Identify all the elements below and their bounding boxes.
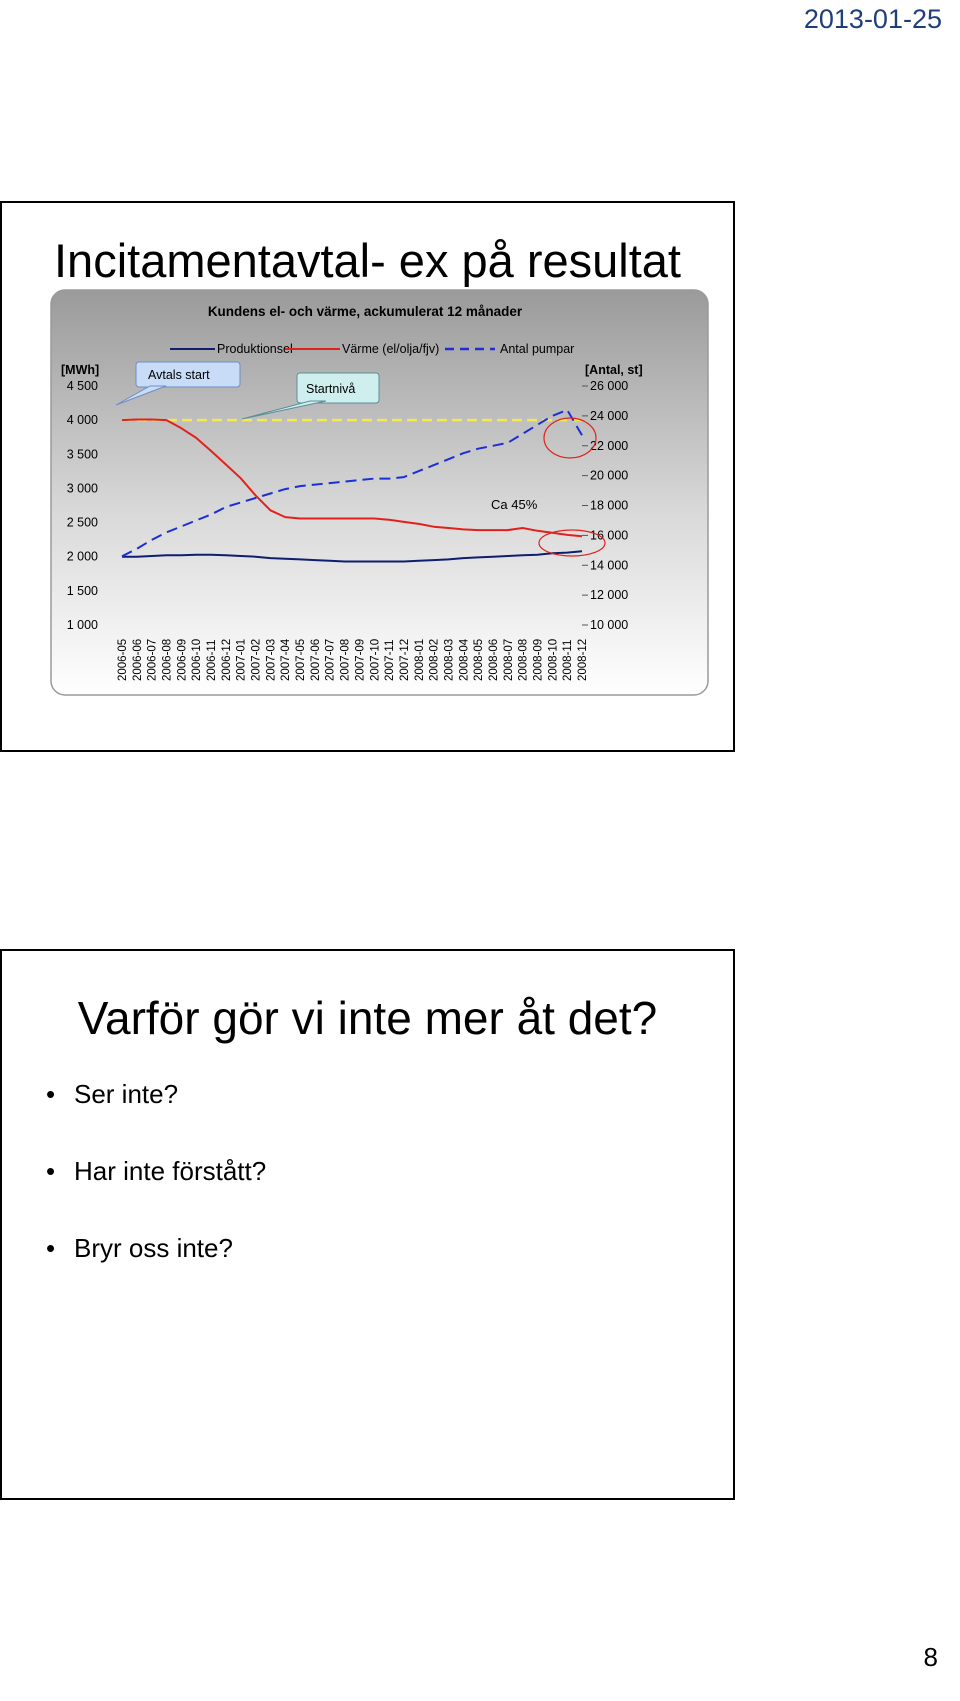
- y-tick-label: 1 500: [66, 583, 98, 598]
- y2-tick-label: 24 000: [590, 408, 629, 423]
- x-tick-label: 2008-06: [487, 638, 500, 681]
- slide-title: Incitamentavtal- ex på resultat: [54, 234, 681, 287]
- page-date: 2013-01-25: [803, 4, 942, 34]
- x-tick-label: 2006-09: [176, 638, 189, 681]
- x-tick-label: 2006-11: [206, 639, 219, 681]
- y2-tick-label: 20 000: [590, 468, 629, 483]
- slide-varfor: [0, 949, 735, 1500]
- annotation-avtals-start: Avtals start: [148, 368, 210, 382]
- x-tick-label: 2008-05: [473, 638, 486, 681]
- x-tick-label: 2008-03: [443, 638, 456, 681]
- x-tick-label: 2007-01: [235, 638, 248, 681]
- y2-tick-label: 16 000: [590, 528, 629, 543]
- x-tick-label: 2008-07: [502, 638, 515, 681]
- annotation-startniva: Startnivå: [306, 382, 356, 396]
- x-tick-label: 2007-12: [398, 638, 411, 681]
- x-tick-label: 2006-10: [191, 638, 204, 681]
- y-tick-label: 1 000: [66, 618, 98, 632]
- x-tick-label: 2007-06: [309, 638, 322, 681]
- y-tick-label: 3 500: [66, 447, 98, 462]
- y2-tick-label: 12 000: [590, 588, 629, 603]
- x-tick-label: 2006-12: [220, 638, 233, 681]
- x-tick-label: 2008-09: [532, 638, 545, 681]
- x-tick-label: 2008-10: [547, 638, 560, 681]
- y-tick-label: 3 000: [66, 481, 98, 496]
- x-tick-label: 2007-08: [339, 638, 352, 681]
- x-tick-label: 2008-01: [413, 638, 426, 681]
- legend-label-produktionsel: Produktionsel: [217, 342, 293, 356]
- x-tick-label: 2006-08: [161, 638, 174, 681]
- x-tick-label: 2007-07: [324, 638, 337, 681]
- x-tick-label: 2007-04: [280, 638, 293, 681]
- bullet-item: • Ser inte?: [42, 1079, 266, 1110]
- chart: [50, 289, 710, 697]
- y-tick-label: 4 500: [66, 379, 98, 393]
- y-tick-label: 4 000: [66, 413, 98, 428]
- x-tick-label: 2007-02: [250, 638, 263, 681]
- x-tick-label: 2007-09: [354, 638, 367, 681]
- y2-tick-label: 14 000: [590, 558, 629, 573]
- y-tick-label: 2 500: [66, 515, 98, 530]
- y2-tick-label: 18 000: [590, 498, 629, 513]
- x-tick-label: 2007-10: [369, 638, 382, 681]
- x-tick-label: 2006-05: [117, 638, 129, 681]
- y2-tick-label: 10 000: [590, 618, 629, 632]
- y-tick-label: 2 000: [66, 549, 98, 564]
- bullet-list: [42, 1079, 266, 1310]
- legend-label-varme: Värme (el/olja/fjv): [342, 342, 440, 356]
- bullet-item: • Har inte förstått?: [42, 1156, 266, 1187]
- annotation-ca-45: Ca 45%: [491, 497, 538, 512]
- y2-axis-label: [Antal, st]: [585, 363, 643, 377]
- x-tick-label: 2008-04: [458, 638, 471, 681]
- page-number: 8: [923, 1642, 938, 1672]
- bullet-item: • Bryr oss inte?: [42, 1233, 266, 1264]
- x-tick-label: 2007-11: [384, 639, 397, 681]
- legend-label-antal-pumpar: Antal pumpar: [500, 342, 575, 356]
- x-tick-label: 2008-08: [517, 638, 530, 681]
- slide-title: Varför gör vi inte mer åt det?: [77, 992, 658, 1044]
- x-tick-label: 2006-07: [146, 638, 159, 681]
- y2-tick-label: 22 000: [590, 438, 629, 453]
- y-axis-label: [MWh]: [61, 363, 100, 377]
- x-tick-label: 2007-03: [265, 638, 278, 681]
- x-tick-label: 2006-06: [131, 638, 144, 681]
- x-tick-label: 2008-02: [428, 638, 441, 681]
- chart-title: Kundens el- och värme, ackumulerat 12 månader: [207, 304, 523, 319]
- x-tick-label: 2008-11: [562, 639, 575, 681]
- legend: [170, 342, 574, 356]
- x-tick-label: 2008-12: [577, 638, 589, 681]
- x-tick-label: 2007-05: [295, 638, 308, 681]
- y2-tick-label: 26 000: [590, 379, 629, 393]
